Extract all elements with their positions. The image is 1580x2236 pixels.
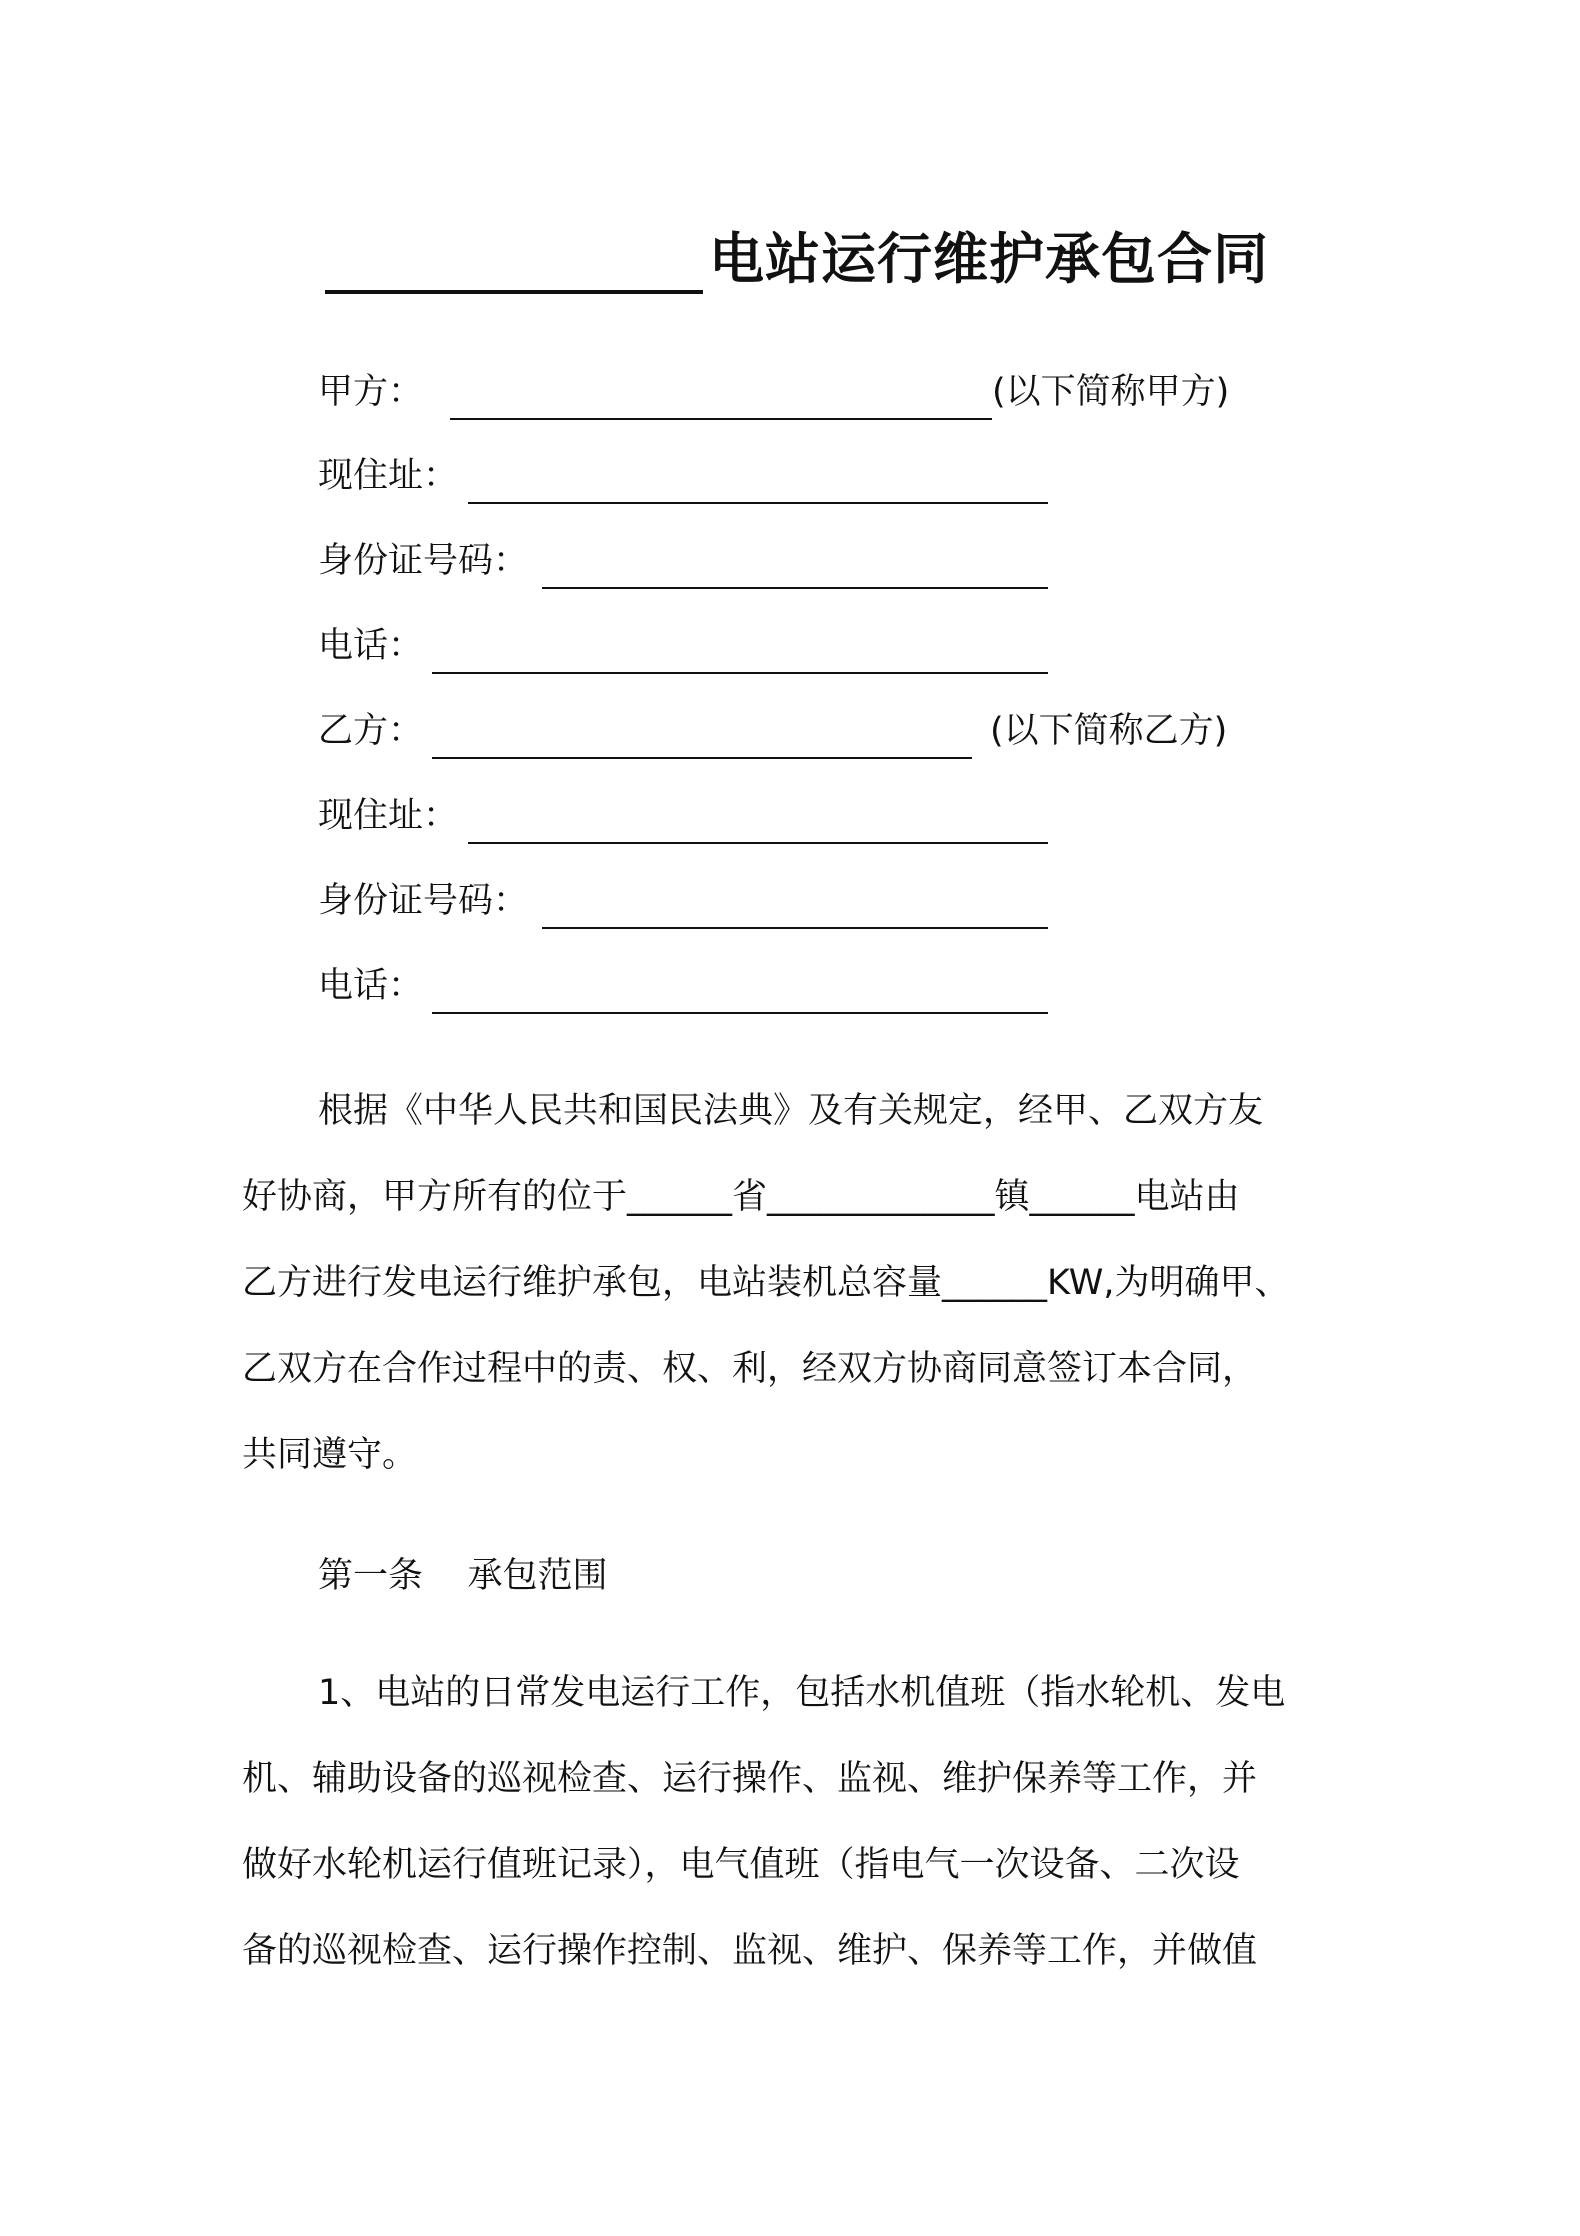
- party-a-phone-row: [318, 618, 1278, 674]
- preamble-line: 好协商，甲方所有的位于______省_____________镇______电站由: [242, 1177, 1240, 1217]
- article-1-item-1-line: 1、电站的日常发电运行工作，包括水机值班（指水轮机、发电: [318, 1673, 1286, 1713]
- title-text: 电站运行维护承包合同: [709, 227, 1270, 291]
- article-1-item-1-line: 备的巡视检查、运行操作控制、监视、维护、保养等工作，并做值: [242, 1931, 1258, 1971]
- document-title: [325, 222, 1269, 294]
- party-a-address-label: 现住址：: [318, 456, 459, 496]
- party-b-address-row: [318, 788, 1278, 844]
- party-a-address-row: [318, 448, 1278, 504]
- party-a-phone-blank: [432, 671, 1048, 674]
- article-1-heading: 第一条 承包范围: [318, 1556, 608, 1596]
- party-b-address-blank: [468, 841, 1048, 844]
- party-a-name-suffix: (以下简称甲方): [992, 372, 1230, 412]
- party-b-phone-label: 电话：: [318, 966, 424, 1006]
- preamble-line: 根据《中华人民共和国民法典》及有关规定，经甲、乙双方友: [318, 1091, 1264, 1131]
- party-a-id-blank: [542, 586, 1048, 589]
- article-1-item-1: [242, 1650, 1352, 1994]
- preamble-paragraph: [242, 1068, 1352, 1498]
- party-b-name-label: 乙方：: [318, 711, 424, 751]
- party-a-phone-label: 电话：: [318, 626, 424, 666]
- party-b-name-blank: [432, 756, 972, 759]
- party-b-name-suffix: (以下简称乙方): [990, 711, 1228, 751]
- party-b-phone-blank: [432, 1011, 1048, 1014]
- preamble-line: 乙方进行发电运行维护承包，电站装机总容量______KW,为明确甲、: [242, 1263, 1290, 1303]
- party-b-id-row: [318, 873, 1278, 929]
- party-a-id-label: 身份证号码：: [318, 541, 529, 581]
- article-1-item-1-line: 机、辅助设备的巡视检查、运行操作、监视、维护保养等工作，并: [242, 1759, 1258, 1799]
- party-b-id-label: 身份证号码：: [318, 881, 529, 921]
- preamble-line: 共同遵守。: [242, 1435, 418, 1475]
- party-b-phone-row: [318, 958, 1278, 1014]
- party-b-name-row: [318, 703, 1278, 759]
- party-a-name-label: 甲方：: [318, 372, 424, 412]
- title-blank-line: [325, 230, 703, 294]
- preamble-line: 乙双方在合作过程中的责、权、利，经双方协商同意签订本合同，: [242, 1349, 1258, 1389]
- party-a-name-blank: [450, 417, 992, 420]
- article-1-item-1-line: 做好水轮机运行值班记录），电气值班（指电气一次设备、二次设: [242, 1845, 1240, 1885]
- party-b-address-label: 现住址：: [318, 796, 459, 836]
- party-a-name-row: [318, 364, 1278, 420]
- party-b-id-blank: [542, 926, 1048, 929]
- party-a-address-blank: [468, 501, 1048, 504]
- party-a-id-row: [318, 533, 1278, 589]
